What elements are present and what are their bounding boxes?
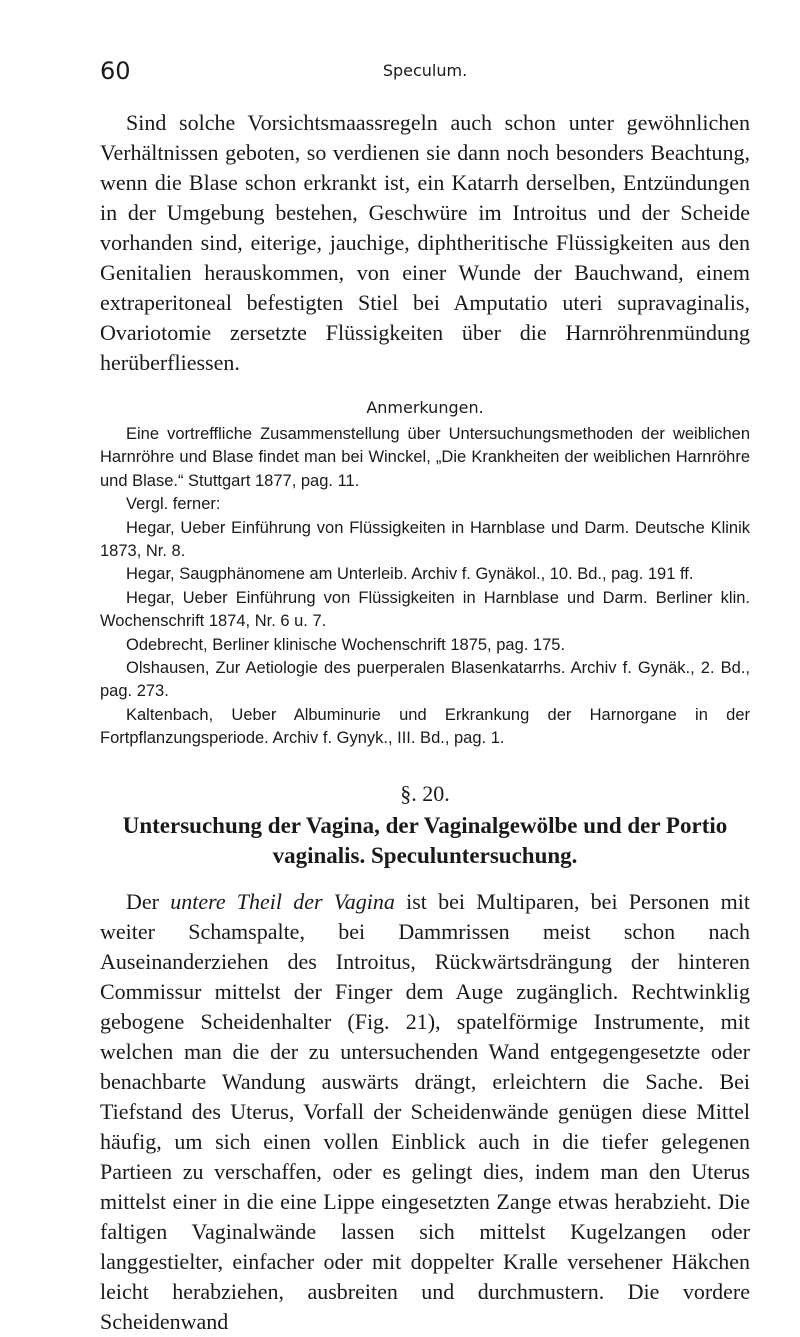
note-item: Vergl. ferner: (126, 495, 221, 514)
notes-list (100, 423, 750, 751)
paragraph-2-emphasis: untere Theil der Vagina (170, 888, 395, 914)
section-number: §. 20. (400, 780, 450, 806)
notes-heading: Anmerkungen. (366, 398, 484, 417)
note-item: Hegar, Ueber Einführung von Flüssigkeiten in Harnblase und Darm. Deutsche Klinik 1873, Nr. 8. (100, 518, 750, 561)
note-item: Odebrecht, Berliner klinische Wochenschrift 1875, pag. 175. (126, 635, 566, 654)
running-head: Speculum. (382, 61, 468, 80)
page-number: 60 (100, 57, 131, 85)
note-item: Hegar, Ueber Einführung von Flüssigkeiten in Harnblase und Darm. Berliner klin. Wochenschrift 1874, Nr. 6 u. 7. (100, 588, 750, 631)
section-title: Untersuchung der Vagina, der Vaginalgewölbe und der Portio vaginalis. Speculuntersuchung. (122, 812, 728, 868)
page-header (100, 57, 750, 87)
paragraph-2-rest: ist bei Multiparen, bei Personen mit weiter Schamspalte, bei Dammrissen meist schon nach Auseinanderziehen des Introitus, Rückwärtsdrängung der hinteren Commissur mittelst der Finger dem Auge zugänglich. Rechtwinklig gebogene Scheidenhalter (Fig. 21), spatelförmige Instrumente, mit welchen man die der zu untersuchenden Wand entgegengesetzte oder benachbarte Wandung auswärts drängt, erleichtern die Sache. Bei Tiefstand des Uterus, Vorfall der Scheidenwände genügen diese Mittel häufig, um sich einen vollen Einblick auch in die tiefer gelegenen Partieen zu verschaffen, oder es gelingt dies, indem man den Uterus mittelst einer in die eine Lippe eingesetzten Zange etwas herabzieht. Die faltigen Vaginalwände lassen sich mittelst Kugelzangen oder langgestielter, einfacher oder mit doppelter Kralle versehener Häkchen leicht herabziehen, ausbreiten und durchmustern. Die vordere Scheidenwand (100, 888, 750, 1334)
note-item: Olshausen, Zur Aetiologie des puerperalen Blasenkatarrhs. Archiv f. Gynäk., 2. Bd., pag. 273. (100, 659, 750, 701)
note-item: Kaltenbach, Ueber Albuminurie und Erkrankung der Harnorgane in der Fortpflanzungsperiode. Archiv f. Gynyk., III. Bd., pag. 1. (100, 705, 750, 748)
note-item: Eine vortreffliche Zusammenstellung über Untersuchungsmethoden der weiblichen Harnröhre und Blase findet man bei Winckel, „Die Krankheiten der weiblichen Harnröhre und Blase.“ Stuttgart 1877, pag. 11. (100, 425, 750, 490)
paragraph-1: Sind solche Vorsichtsmaassregeln auch schon unter gewöhnlichen Verhältnissen geboten, so verdienen sie dann noch besonders Beachtung, wenn die Blase schon erkrankt ist, ein Katarrh derselben, Entzündungen in der Umgebung bestehen, Geschwüre im Introitus und der Scheide vorhanden sind, eiterige, jauchige, diphtheritische Flüssigkeiten aus den Genitalien herauskommen, von einer Wunde der Bauchwand, einem extraperitoneal befestigten Stiel bei Amputatio uteri supravaginalis, Ovariotomie zersetzte Flüssigkeiten über die Harnröhrenmündung herüberfliessen. (100, 110, 750, 375)
note-item: Hegar, Saugphänomene am Unterleib. Archiv f. Gynäkol., 10. Bd., pag. 191 ff. (126, 565, 694, 584)
paragraph-2-start: Der (126, 888, 171, 914)
paragraph-2 (100, 887, 750, 1337)
page-content (100, 108, 750, 1337)
